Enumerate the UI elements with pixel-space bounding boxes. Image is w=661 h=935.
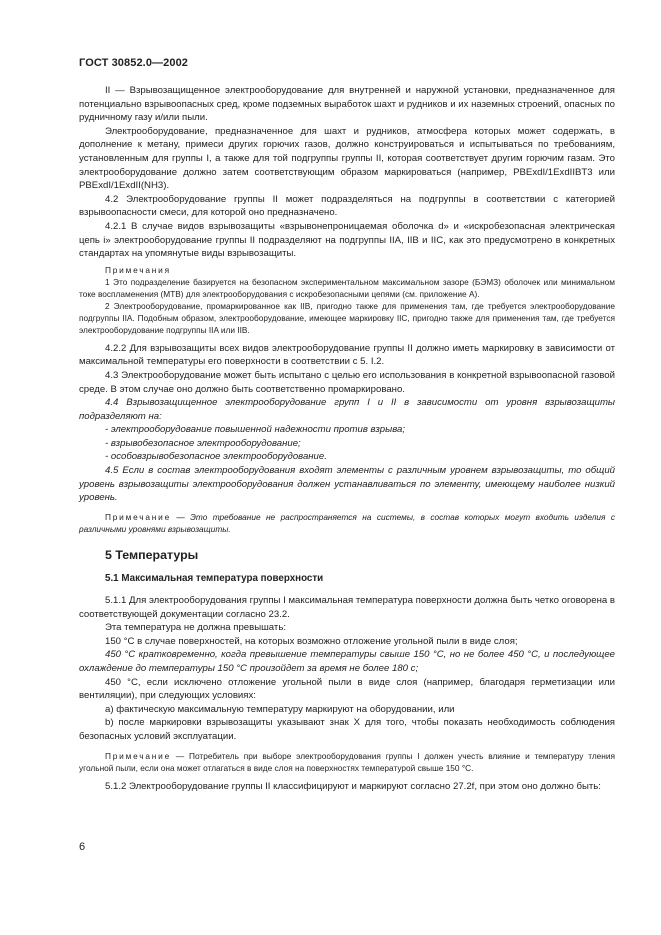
document-header: ГОСТ 30852.0—2002 bbox=[79, 57, 189, 69]
list-item-3: - особовзрывобезопасное электрооборудование. bbox=[105, 451, 327, 463]
paragraph-group-ii-definition: II — Взрывозащищенное электрооборудование для внутренней и наружной установки, предназначенное для потенциально взрывоопасных сред, кроме подземных выработок шахт и рудников и их наземных строений, опасных по рудничному газу и/или пыли. bbox=[79, 85, 615, 124]
paragraph-5-1-2: 5.1.2 Электрооборудование группы II классифицируют и маркируют согласно 27.2f, при этом оно должно быть: bbox=[105, 780, 601, 792]
page-body bbox=[79, 84, 615, 793]
paragraph-450-short: 450 °С кратковременно, когда превышение температуры свыше 150 °С, но не более 450 °С, и последующее охлаждение до температуры 150 °С произойдет за время не более 180 с; bbox=[79, 649, 615, 674]
note-4-text: — Потребитель при выборе электрооборудования группы I должен учесть влияние и температуру тления угольной пыли, если она может отлагаться в виде слоя на поверхностях температурой свыше 150 °С. bbox=[79, 750, 615, 773]
page-number: 6 bbox=[79, 841, 86, 853]
paragraph-450-conditions: 450 °С, если исключено отложение угольной пыли в виде слоя (например, благодаря герметизации или вентиляции), при следующих условиях: bbox=[79, 676, 615, 702]
paragraph-150: 150 °С в случае поверхностей, на которых возможно отложение угольной пыли в виде слоя; bbox=[105, 635, 518, 647]
note-1: 1 Это подразделение базируется на безопасном экспериментальном максимальном зазоре (БЭМЗ) оболочек или минимальном токе воспламенения (МТВ) для электрооборудования с искробезопасными цепями (см. приложение А). bbox=[79, 276, 615, 299]
paragraph-item-b: b) после маркировки взрывозащиты указывают знак X для того, чтобы показать необходимость соблюдения безопасных условий эксплуатации. bbox=[79, 717, 615, 742]
note-3-text: — Это требование не распространяется на системы, в состав которых могут входить изделия с различными уровнями взрывозащиты. bbox=[79, 511, 615, 534]
paragraph-temp-limit: Эта температура не должна превышать: bbox=[105, 622, 286, 634]
list-item-1: - электрооборудование повышенной надежности против взрыва; bbox=[105, 424, 406, 436]
note-4-label: Примечание bbox=[105, 750, 172, 761]
paragraph-4-5: 4.5 Если в состав электрооборудования входят элементы с различным уровнем взрывозащиты, то общий уровень взрывозащиты электрооборудования должен устанавливаться по элементу, имеющему наиболее низкий уровень. bbox=[79, 465, 615, 504]
note-2: 2 Электрооборудование, промаркированное как IIB, пригодно также для применения там, где требуется электрооборудование подгруппы IIA. Подобным образом, электрооборудование, имеющее маркировку IIC, пригодно также для применения там, где требуется электрооборудование подгруппы IIA или IIB. bbox=[79, 300, 615, 335]
section-5-1-heading: 5.1 Максимальная температура поверхности bbox=[105, 573, 324, 585]
paragraph-4-4: 4.4 Взрывозащищенное электрооборудование групп I и II в зависимости от уровня взрывозащиты подразделяют на: bbox=[79, 397, 615, 422]
note-4 bbox=[79, 750, 615, 774]
note-3 bbox=[79, 511, 615, 535]
paragraph-4-2-1: 4.2.1 В случае видов взрывозащиты «взрывонепроницаемая оболочка d» и «искробезопасная электрическая цепь i» электрооборудование группы II подразделяют на подгруппы IIA, IIB и IIC, как это предусмотрено в конкретных стандартах на упомянутые виды взрывозащиты. bbox=[79, 220, 615, 260]
paragraph-4-2-2: 4.2.2 Для взрывозащиты всех видов электрооборудование группы II должно иметь маркировку в зависимости от максимальной температуры его поверхности в соответствии с 5. I.2. bbox=[79, 342, 615, 368]
paragraph-4-3: 4.3 Электрооборудование может быть испытано с целью его использования в конкретной взрывоопасной газовой среде. В этом случае оно должно быть соответственно промаркировано. bbox=[79, 369, 615, 395]
notes-title: Примечания bbox=[105, 264, 171, 275]
paragraph-5-1-1: 5.1.1 Для электрооборудования группы I максимальная температура поверхности должна быть четко оговорена в соответствующей документации согласно 23.2. bbox=[79, 595, 615, 620]
section-5-heading: 5 Температуры bbox=[105, 547, 199, 562]
paragraph-mines-equipment: Электрооборудование, предназначенное для шахт и рудников, атмосфера которых может содержать, в дополнение к метану, примеси других горючих газов, должно конструироваться и испытываться по требованиям, установленным для группы I, а также для той подгруппы группы II, которая соответствует другим горючим газам. Это электрооборудование должно затем соответствующим образом маркироваться (например, PBExdI/1ExdIIBT3 или PBExdI/1ExdII(NH3). bbox=[79, 125, 615, 192]
paragraph-item-a: а) фактическую максимальную температуру маркируют на оборудовании, или bbox=[105, 703, 455, 715]
note-3-label: Примечание bbox=[105, 511, 172, 522]
paragraph-4-2: 4.2 Электрооборудование группы II может подразделяться на подгруппы в соответствии с категорией взрывоопасности смеси, для которой оно предназначено. bbox=[79, 193, 615, 219]
list-item-2: - взрывобезопасное электрооборудование; bbox=[105, 437, 301, 449]
